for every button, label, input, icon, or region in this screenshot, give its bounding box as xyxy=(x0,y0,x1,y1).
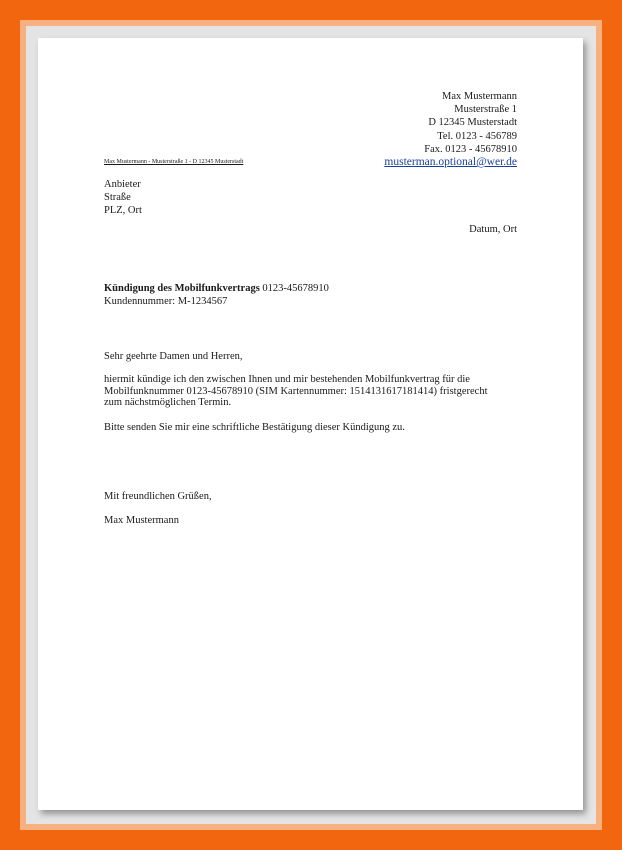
recipient-line-3: PLZ, Ort xyxy=(104,205,142,217)
subject-title: Kündigung des Mobilfunkvertrags xyxy=(104,283,260,294)
sender-city: D 12345 Musterstadt xyxy=(428,117,517,129)
body-paragraph-1-line-1: hiermit kündige ich den zwischen Ihnen und mir bestehenden Mobilfunkvertrag für die xyxy=(104,374,470,385)
body-paragraph-2: Bitte senden Sie mir eine schriftliche Bestätigung dieser Kündigung zu. xyxy=(104,422,405,433)
subject-number: 0123-45678910 xyxy=(259,283,329,294)
sender-tel: Tel. 0123 - 456789 xyxy=(437,130,517,142)
body-paragraph-1-line-3: zum nächstmöglichen Termin. xyxy=(104,397,232,409)
recipient-line-2: Straße xyxy=(104,192,131,204)
sender-block xyxy=(384,90,517,169)
sender-fax: Fax. 0123 - 45678910 xyxy=(424,143,517,155)
letter-page xyxy=(38,38,583,810)
subject-line xyxy=(104,282,329,295)
sender-street: Musterstraße 1 xyxy=(454,104,517,116)
signature-name: Max Mustermann xyxy=(104,515,179,526)
date-place: Datum, Ort xyxy=(469,224,517,235)
customer-number: Kundennummer: M-1234567 xyxy=(104,296,228,308)
recipient-line-1: Anbieter xyxy=(104,179,141,190)
recipient-block xyxy=(104,178,142,218)
sender-email-link[interactable]: musterman.optional@wer.de xyxy=(384,156,517,169)
body-paragraph-1 xyxy=(104,374,487,409)
sender-name: Max Mustermann xyxy=(442,91,517,102)
closing: Mit freundlichen Grüßen, xyxy=(104,491,212,502)
return-address-line: Max Mustermann - Musterstraße 1 - D 12345 Musterstadt xyxy=(104,159,244,165)
subject-block xyxy=(104,282,329,308)
body-paragraph-1-line-2: Mobilfunknummer 0123-45678910 (SIM Kartennummer: 1514131617181414) fristgerecht xyxy=(104,385,488,397)
salutation: Sehr geehrte Damen und Herren, xyxy=(104,351,243,362)
